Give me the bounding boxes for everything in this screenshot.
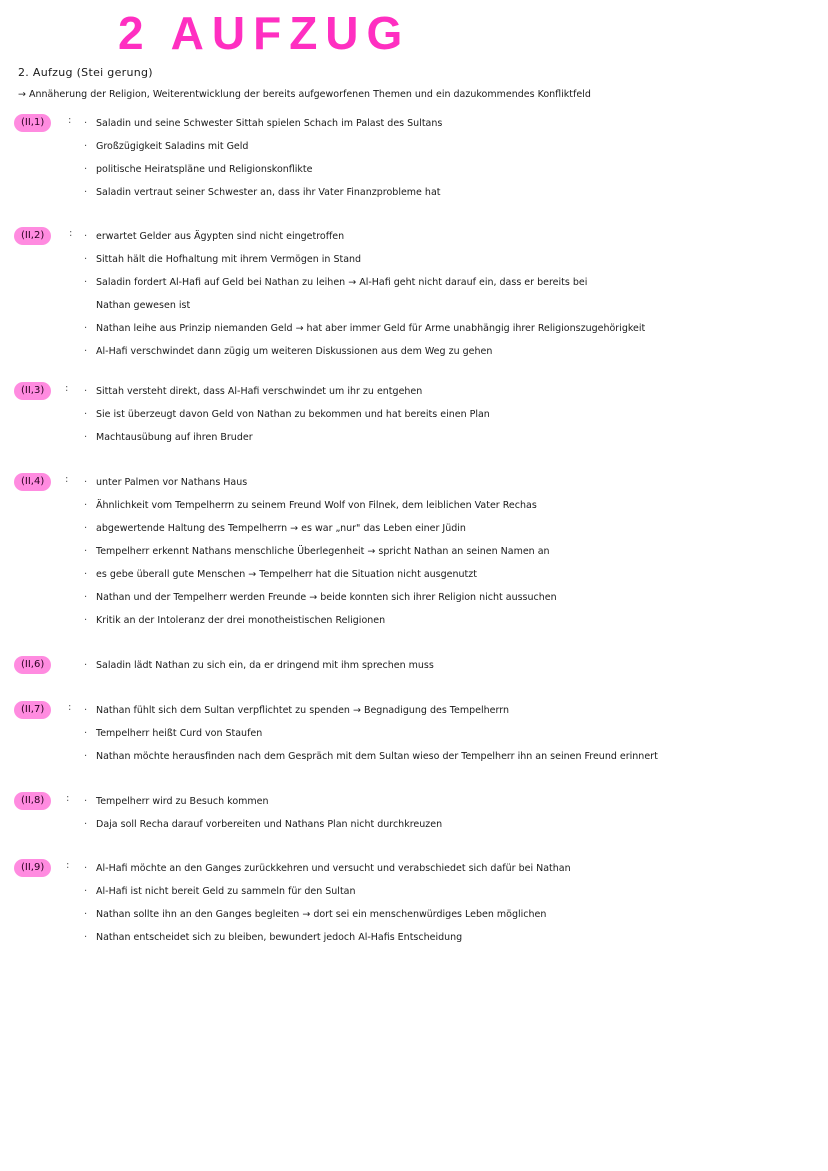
note-line: Nathan gewesen ist (96, 300, 191, 311)
bullet-point: · (84, 254, 88, 265)
bullet-point: · (84, 187, 88, 198)
bullet-point: · (84, 477, 88, 488)
scene-label-badge: (II,2) (14, 227, 51, 245)
scene-label-badge: (II,3) (14, 382, 51, 400)
note-line: Saladin vertraut seiner Schwester an, dass ihr Vater Finanzprobleme hat (96, 187, 441, 198)
bullet-point: · (84, 432, 88, 443)
bullet-point: · (84, 500, 88, 511)
note-line: Nathan fühlt sich dem Sultan verpflichtet zu spenden → Begnadigung des Tempelherrn (96, 705, 509, 716)
bullet-point: · (84, 751, 88, 762)
note-line: Tempelherr heißt Curd von Staufen (96, 728, 263, 739)
page-title: 2 AUFZUG (118, 7, 411, 59)
bullet-point: · (84, 523, 88, 534)
bullet-point: · (84, 660, 88, 671)
note-line: Großzügigkeit Saladins mit Geld (96, 141, 249, 152)
label-colon: : (66, 793, 70, 804)
bullet-point: · (84, 164, 88, 175)
scene-label-badge: (II,6) (14, 656, 51, 674)
note-line: Tempelherr wird zu Besuch kommen (96, 796, 269, 807)
note-line: Daja soll Recha darauf vorbereiten und Nathans Plan nicht durchkreuzen (96, 819, 443, 830)
note-line: Nathan und der Tempelherr werden Freunde → beide konnten sich ihrer Religion nicht aussuchen (96, 592, 557, 603)
note-line: Nathan sollte ihn an den Ganges begleiten → dort sei ein menschenwürdiges Leben möglichen (96, 909, 547, 920)
bullet-point: · (84, 323, 88, 334)
note-line: Saladin und seine Schwester Sittah spielen Schach im Palast des Sultans (96, 118, 443, 129)
scene-label-badge: (II,8) (14, 792, 51, 810)
intro-text: → Annäherung der Religion, Weiterentwicklung der bereits aufgeworfenen Themen und ein dazukommendes Konfliktfeld (18, 89, 591, 100)
scene-label-badge: (II,4) (14, 473, 51, 491)
note-line: politische Heiratspläne und Religionskonflikte (96, 164, 313, 175)
bullet-point: · (84, 569, 88, 580)
note-line: Al-Hafi möchte an den Ganges zurückkehren und versucht und verabschiedet sich dafür bei Nathan (96, 863, 571, 874)
label-colon: : (65, 474, 69, 485)
note-line: Nathan entscheidet sich zu bleiben, bewundert jedoch Al-Hafis Entscheidung (96, 932, 463, 943)
note-line: Saladin lädt Nathan zu sich ein, da er dringend mit ihm sprechen muss (96, 660, 434, 671)
note-line: Tempelherr erkennt Nathans menschliche Überlegenheit → spricht Nathan an seinen Namen an (96, 546, 550, 557)
note-line: abgewertende Haltung des Tempelherrn → es war „nur" das Leben einer Jüdin (96, 523, 466, 534)
note-line: Nathan leihe aus Prinzip niemanden Geld → hat aber immer Geld für Arme unabhängig ihrer Religionszugehörigkeit (96, 323, 646, 334)
label-colon: : (69, 228, 73, 239)
bullet-point: · (84, 118, 88, 129)
bullet-point: · (84, 796, 88, 807)
note-line: unter Palmen vor Nathans Haus (96, 477, 248, 488)
note-line: Al-Hafi verschwindet dann zügig um weiteren Diskussionen aus dem Weg zu gehen (96, 346, 493, 357)
bullet-point: · (84, 863, 88, 874)
label-colon: : (65, 383, 69, 394)
note-line: Ähnlichkeit vom Tempelherrn zu seinem Freund Wolf von Filnek, dem leiblichen Vater Rechas (96, 500, 537, 511)
bullet-point: · (84, 277, 88, 288)
note-line: Machtausübung auf ihren Bruder (96, 432, 253, 443)
note-line: Kritik an der Intoleranz der drei monotheistischen Religionen (96, 615, 386, 626)
bullet-point: · (84, 886, 88, 897)
bullet-point: · (84, 909, 88, 920)
bullet-point: · (84, 231, 88, 242)
scene-label-badge: (II,1) (14, 114, 51, 132)
bullet-point: · (84, 819, 88, 830)
bullet-point: · (84, 592, 88, 603)
note-line: Sie ist überzeugt davon Geld von Nathan zu bekommen und hat bereits einen Plan (96, 409, 490, 420)
scene-label-badge: (II,7) (14, 701, 51, 719)
label-colon: : (68, 115, 72, 126)
note-line: erwartet Gelder aus Ägypten sind nicht eingetroffen (96, 231, 345, 242)
bullet-point: · (84, 615, 88, 626)
label-colon: : (68, 702, 72, 713)
subtitle: 2. Aufzug (Stei gerung) (18, 66, 153, 79)
bullet-point: · (84, 705, 88, 716)
bullet-point: · (84, 141, 88, 152)
bullet-point: · (84, 546, 88, 557)
note-line: Nathan möchte herausfinden nach dem Gespräch mit dem Sultan wieso der Tempelherr ihn an seinen Freund erinnert (96, 751, 658, 762)
scene-label-badge: (II,9) (14, 859, 51, 877)
note-line: Saladin fordert Al-Hafi auf Geld bei Nathan zu leihen → Al-Hafi geht nicht darauf ein, dass er bereits bei (96, 277, 588, 288)
note-line: Sittah versteht direkt, dass Al-Hafi verschwindet um ihr zu entgehen (96, 386, 423, 397)
bullet-point: · (84, 932, 88, 943)
note-line: es gebe überall gute Menschen → Tempelherr hat die Situation nicht ausgenutzt (96, 569, 477, 580)
bullet-point: · (84, 386, 88, 397)
note-line: Sittah hält die Hofhaltung mit ihrem Vermögen in Stand (96, 254, 362, 265)
label-colon: : (66, 860, 70, 871)
bullet-point: · (84, 409, 88, 420)
bullet-point: · (84, 346, 88, 357)
bullet-point: · (84, 728, 88, 739)
note-line: Al-Hafi ist nicht bereit Geld zu sammeln für den Sultan (96, 886, 356, 897)
